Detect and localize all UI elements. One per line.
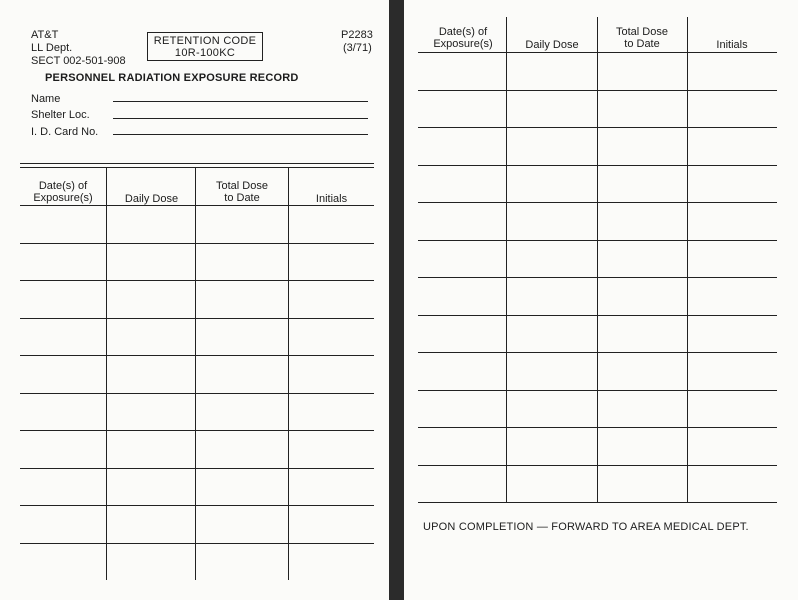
retention-code-value: 10R-100KC <box>174 47 236 59</box>
company-name: AT&T <box>31 29 59 41</box>
col-header-dates: Date(s) of Exposure(s) <box>33 180 93 204</box>
table-column-rule <box>195 167 196 580</box>
name-field[interactable] <box>113 101 368 102</box>
col-header-total-dose: Total Dose to Date <box>216 180 268 204</box>
table-row-rule <box>20 430 374 431</box>
table-column-rule <box>106 167 107 580</box>
department: LL Dept. <box>31 42 73 54</box>
col-header-initials: Initials <box>315 193 348 205</box>
col-header-total-dose: Total Dose to Date <box>616 26 668 50</box>
shelter-loc-label: Shelter Loc. <box>31 109 90 121</box>
col-header-daily-dose: Daily Dose <box>124 193 179 205</box>
footer-instruction: UPON COMPLETION — FORWARD TO AREA MEDICAL DEPT. <box>423 521 749 533</box>
table-row-rule <box>20 280 374 281</box>
table-row-rule <box>20 543 374 544</box>
table-row-rule <box>20 505 374 506</box>
table-header-rule <box>20 205 374 206</box>
double-rule-bottom <box>20 167 374 168</box>
col-header-initials: Initials <box>716 39 748 51</box>
left-card-page <box>0 0 389 600</box>
id-card-field[interactable] <box>113 134 368 135</box>
retention-code-box <box>147 32 263 61</box>
shelter-loc-field[interactable] <box>113 118 368 119</box>
table-column-rule <box>288 167 289 580</box>
table-row-rule <box>20 318 374 319</box>
table-row-rule <box>20 243 374 244</box>
table-column-rule <box>506 17 507 503</box>
col-header-dates: Date(s) of Exposure(s) <box>433 26 493 50</box>
right-card-page <box>404 0 798 600</box>
table-column-rule <box>687 17 688 503</box>
table-row-rule <box>20 468 374 469</box>
table-row-rule <box>20 393 374 394</box>
table-column-rule <box>597 17 598 503</box>
form-title: PERSONNEL RADIATION EXPOSURE RECORD <box>45 72 299 84</box>
form-date: (3/71) <box>343 42 372 54</box>
section-number: SECT 002-501-908 <box>31 55 126 67</box>
double-rule-top <box>20 163 374 164</box>
form-number: P2283 <box>341 29 373 41</box>
table-row-rule <box>20 355 374 356</box>
name-label: Name <box>31 93 61 105</box>
col-header-daily-dose: Daily Dose <box>525 39 579 51</box>
id-card-label: I. D. Card No. <box>31 126 99 138</box>
retention-code-label: RETENTION CODE <box>153 35 257 47</box>
